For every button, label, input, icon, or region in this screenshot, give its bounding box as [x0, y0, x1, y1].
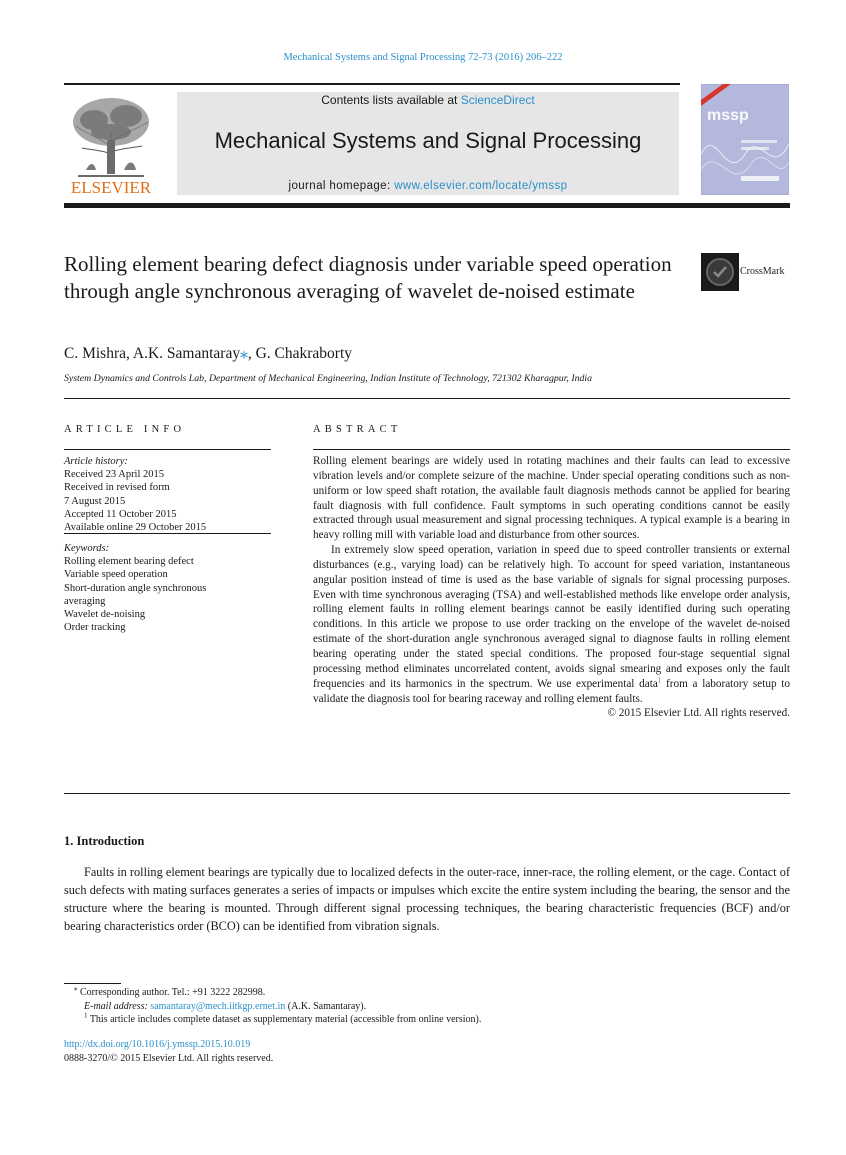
abstract-p2-text-a: In extremely slow speed operation, variation in speed due to speed controller transients or external disturbances (e.g., varying load) can be relatively high. To account for speed variation, instantaneous angular position instead of time is used as the base variable of signals for signal processing purposes. Even with time synchronous averaging (TSA) and well-established methods like envelope order analysis, rolling element faults in rolling element bearings cannot be easily identified during such operating conditions. In this article we propose to use order tracking on the envelope of the wavelet de-noised estimate of the short-duration angle synchronous averaged signal to diagnose faults in rolling element bearing operating under the stated special conditions. The proposed four-stage sequential signal processing method eliminates uncorrelated content, avoids signal smearing and exposes only the fault frequencies and its harmonics in the spectrum. We use experimental data — [313, 544, 790, 690]
crossmark-icon — [701, 253, 739, 291]
keyword-item: Variable speed operation — [64, 569, 168, 581]
email-suffix: (A.K. Samantaray). — [285, 1000, 367, 1012]
article-title: Rolling element bearing defect diagnosis under variable speed operation through angle synchronous averaging of wavelet de-noised estimate — [64, 252, 672, 303]
header-top-rule — [64, 83, 680, 85]
email-label: E-mail address: — [84, 1000, 151, 1012]
affiliation-rule — [64, 398, 790, 399]
journal-title: Mechanical Systems and Signal Processing — [214, 128, 642, 153]
abstract-rule — [313, 449, 790, 450]
history-item: Accepted 11 October 2015 — [64, 508, 177, 520]
authors-rest: , G. Chakraborty — [247, 345, 352, 362]
elsevier-wordmark: ELSEVIER — [70, 178, 152, 196]
keyword-item: Order tracking — [64, 622, 126, 634]
cover-logo-text: mssp — [707, 107, 749, 124]
abstract-bottom-rule — [64, 793, 790, 794]
footnote-1-mark[interactable]: 1 — [657, 675, 662, 684]
corresponding-mark: ⁎ — [74, 984, 78, 993]
footnote-dataset — [64, 1013, 790, 1027]
journal-homepage-link[interactable]: www.elsevier.com/locate/ymssp — [394, 180, 568, 192]
keyword-item: averaging — [64, 595, 106, 607]
history-rule — [64, 533, 271, 534]
email-link[interactable]: samantaray@mech.iitkgp.ernet.in — [150, 1000, 286, 1012]
abstract-paragraph-2 — [313, 543, 790, 706]
keywords-label: Keywords: — [64, 543, 110, 554]
introduction-paragraph: Faults in rolling element bearings are typically due to localized defects in the outer-race, inner-race, the rolling element, or the cage. Contact of such defects with mating surfaces generates a series of impacts or impulses which excite the entire system including the bearing, the sensor and the structure where the bearing is mounted. Through different signal processing techniques, the bearing characteristic frequencies (BCF) and/or bearing characteristics order (BCO) can be identified from vibration signals. — [64, 865, 790, 933]
contents-prefix: Contents lists available at — [321, 93, 458, 107]
abstract-p2-text-b: from a laboratory setup to validate the diagnosis tool for bearing raceway and rolling element faults. — [313, 677, 790, 705]
doi-block — [64, 1038, 273, 1065]
keywords-list — [64, 542, 271, 634]
footnotes — [64, 986, 790, 1027]
section-heading-introduction: 1. Introduction — [64, 834, 145, 848]
sciencedirect-link[interactable]: ScienceDirect — [460, 93, 535, 107]
history-item: Received 23 April 2015 — [64, 469, 165, 481]
article-info-rule — [64, 449, 271, 450]
keyword-item: Rolling element bearing defect — [64, 556, 194, 568]
footnote-corresponding-author — [64, 986, 790, 1000]
abstract-copyright: © 2015 Elsevier Ltd. All rights reserved. — [607, 707, 790, 720]
contents-line — [177, 93, 679, 107]
corresponding-text: Corresponding author. Tel.: +91 3222 282998. — [77, 987, 266, 998]
history-item: Received in revised form — [64, 482, 170, 494]
issn-line: 0888-3270/© 2015 Elsevier Ltd. All rights reserved. — [64, 1052, 274, 1064]
abstract-heading: ABSTRACT — [313, 424, 402, 435]
history-item: 7 August 2015 — [64, 495, 126, 507]
history-item: Available online 29 October 2015 — [64, 522, 207, 534]
keyword-item: Wavelet de-noising — [64, 609, 146, 621]
footnote-email — [64, 1000, 790, 1014]
dataset-text: This article includes complete dataset as supplementary material (accessible from online version). — [87, 1014, 482, 1025]
crossmark-label: CrossMark — [740, 266, 785, 277]
journal-citation[interactable]: Mechanical Systems and Signal Processing 72-73 (2016) 206–222 — [283, 52, 563, 63]
journal-cover-image — [701, 84, 789, 195]
homepage-prefix: journal homepage: — [288, 180, 391, 192]
article-history — [64, 455, 271, 534]
elsevier-logo — [64, 92, 158, 196]
author-affiliation: System Dynamics and Controls Lab, Department of Mechanical Engineering, Indian Institute of Technology, 721302 Kharagpur, India — [64, 373, 592, 384]
footnote-rule — [64, 983, 121, 984]
author-list — [64, 344, 352, 363]
keyword-item: Short-duration angle synchronous — [64, 582, 207, 594]
history-label: Article history: — [64, 456, 128, 467]
header-thick-rule — [64, 203, 790, 208]
abstract-paragraph-1: Rolling element bearings are widely used in rotating machines and their faults can lead to excessive vibration levels and/or complete seizure of the machine. Under special operating conditions such as non-uniform or low speed shaft rotation, the available fault diagnosis methods cannot be applied for bearing fault diagnosis with full confidence. Fault symptoms in such operating conditions cannot be easily extracted through usual measurement and signal processing techniques. A typical example is a bearing in heavy rolling mill with variable load and disturbance from other sources. — [313, 455, 790, 542]
dataset-mark: 1 — [84, 1011, 88, 1020]
abstract-body — [313, 454, 790, 721]
corresponding-author-mark[interactable]: ⁎ — [240, 345, 248, 362]
doi-link[interactable]: http://dx.doi.org/10.1016/j.ymssp.2015.10.019 — [64, 1039, 251, 1050]
authors-first: C. Mishra, A.K. Samantaray — [64, 345, 241, 362]
article-info-heading: ARTICLE INFO — [64, 424, 186, 435]
journal-homepage-line — [177, 180, 679, 192]
